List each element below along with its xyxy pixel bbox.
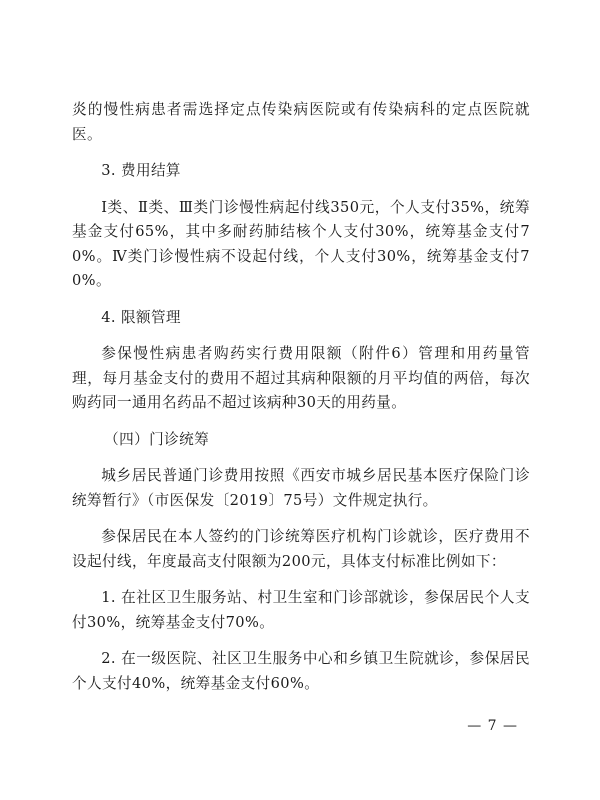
paragraph-primary-hospitals: 2. 在一级医院、社区卫生服务中心和乡镇卫生院就诊，参保居民个人支付40%，统筹基金支付60%。 bbox=[72, 650, 530, 692]
document-body bbox=[72, 98, 530, 708]
paragraph-fee-settlement: Ⅰ类、Ⅱ类、Ⅲ类门诊慢性病起付线350元，个人支付35%，统筹基金支付65%，其中多耐药肺结核个人支付30%，统筹基金支付70%。Ⅳ类门诊慢性病不设起付线，个人支付30%，统筹基金支付70%。 bbox=[72, 198, 530, 289]
subheading-fee-settlement: 3. 费用结算 bbox=[101, 162, 181, 179]
subheading-limit-management: 4. 限额管理 bbox=[101, 308, 181, 326]
paragraph-community-clinics: 1. 在社区卫生服务站、村卫生室和门诊部就诊，参保居民个人支付30%，统筹基金支付70%。 bbox=[72, 589, 530, 631]
paragraph-outpatient-limits: 参保居民在本人签约的门诊统筹医疗机构门诊就诊，医疗费用不设起付线，年度最高支付限额为200元，具体支付标准比例如下： bbox=[72, 528, 530, 570]
paragraph-outpatient-policy: 城乡居民普通门诊费用按照《西安市城乡居民基本医疗保险门诊统筹暂行》（市医保发〔2019〕75号）文件规定执行。 bbox=[72, 467, 530, 509]
paragraph-limit-management: 参保慢性病患者购药实行费用限额（附件6）管理和用药量管理，每月基金支付的费用不超过其病种限额的月平均值的两倍，每次购药同一通用名药品不超过该病种30天的用药量。 bbox=[72, 345, 530, 411]
section-heading-outpatient-pooling: （四）门诊统筹 bbox=[104, 430, 210, 448]
page-number: — 7 — bbox=[467, 718, 518, 734]
paragraph-continued: 炎的慢性病患者需选择定点传染病医院或有传染病科的定点医院就医。 bbox=[72, 101, 530, 143]
